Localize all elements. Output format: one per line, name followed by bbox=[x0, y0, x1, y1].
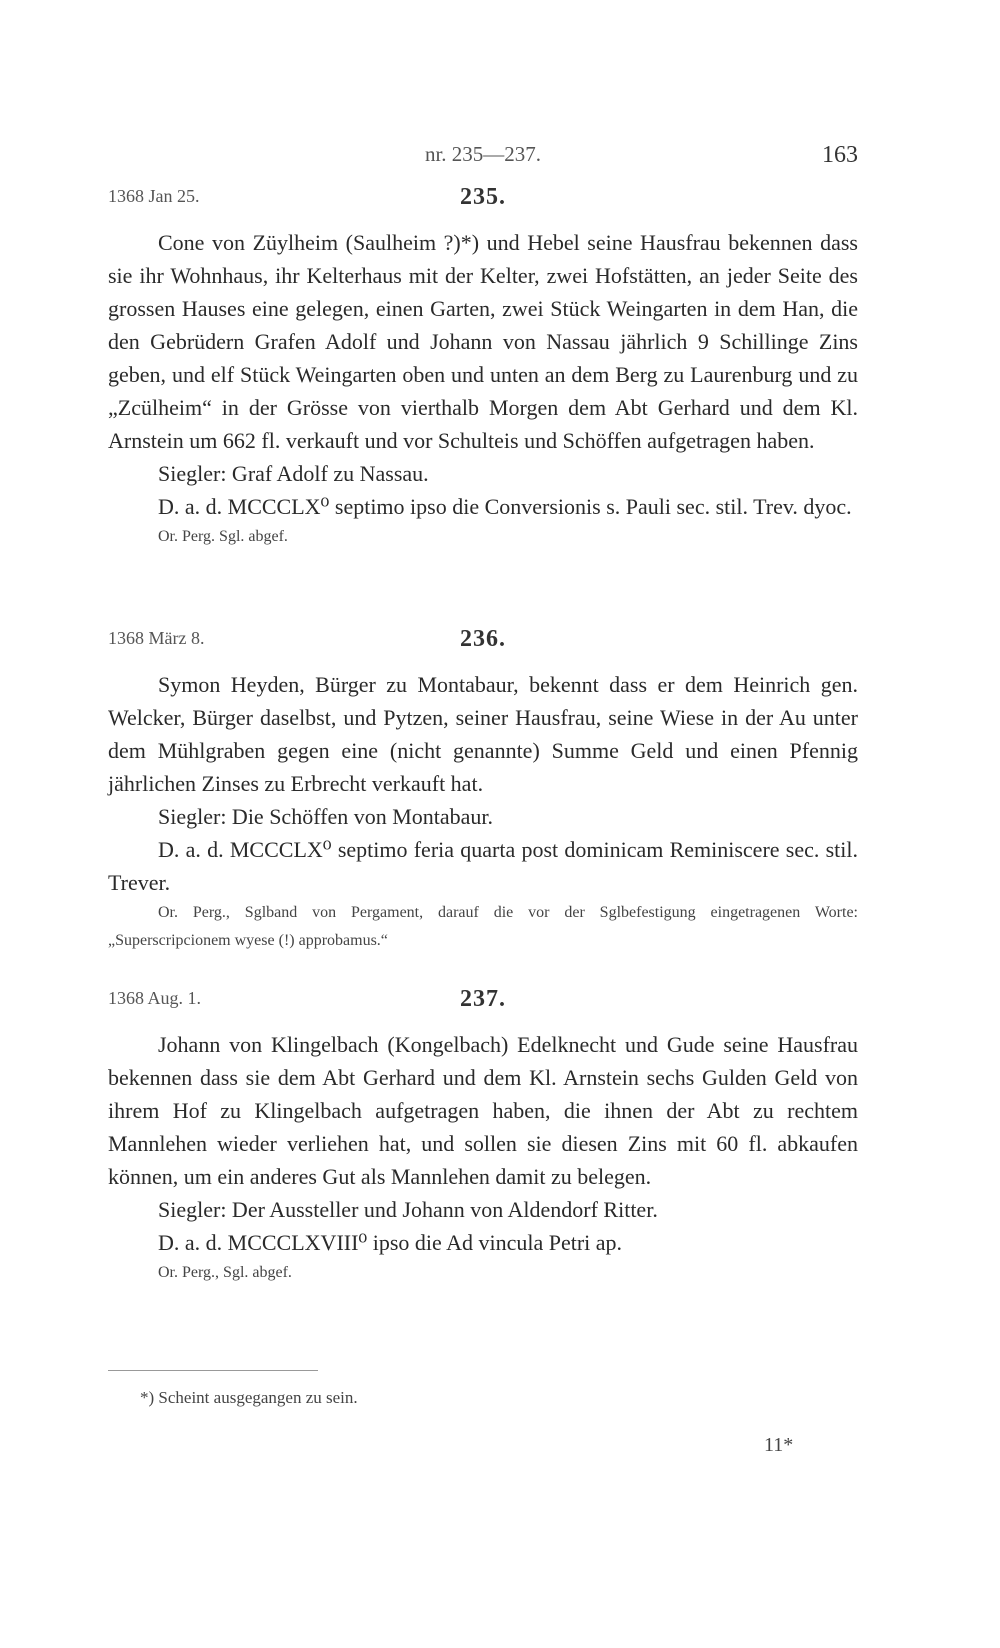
page-number: 163 bbox=[822, 142, 858, 168]
entry-date: 1368 März 8. bbox=[108, 628, 205, 648]
entry-number: 235. bbox=[460, 184, 506, 210]
entry-siegler: Siegler: Graf Adolf zu Nassau. bbox=[158, 461, 429, 486]
entry-number: 237. bbox=[460, 986, 506, 1012]
entry-date: 1368 Aug. 1. bbox=[108, 988, 202, 1008]
footnote: *) Scheint ausgegangen zu sein. bbox=[140, 1388, 358, 1407]
entry-text: Symon Heyden, Bürger zu Montabaur, bekennt dass er dem Heinrich gen. Welcker, Bürger daselbst, und Pytzen, seiner Hausfrau, seine Wiese in der Au unter dem Mühlgraben gegen eine (nicht genannte) Summe Geld und einen Pfennig jährlichen Zinses zu Erbrecht verkauft hat. bbox=[108, 672, 858, 796]
entry-note: Or. Perg. Sgl. abgef. bbox=[158, 528, 288, 545]
running-header bbox=[108, 142, 858, 172]
entry-date: 1368 Jan 25. bbox=[108, 186, 200, 206]
entry-dating: D. a. d. MCCCLX⁰ septimo feria quarta post dominicam Reminiscere sec. stil. Trever. bbox=[108, 837, 858, 895]
entry-dating: D. a. d. MCCCLXVIII⁰ ipso die Ad vincula Petri ap. bbox=[158, 1230, 623, 1255]
footnote-rule bbox=[108, 1370, 318, 1371]
entry-siegler: Siegler: Die Schöffen von Montabaur. bbox=[158, 804, 494, 829]
entry-note: Or. Perg., Sglband von Pergament, darauf die vor der Sglbefestigung eingetragenen Worte: „Superscripcionem wyese (!) approbamus.“ bbox=[108, 904, 858, 949]
entry-siegler: Siegler: Der Aussteller und Johann von Aldendorf Ritter. bbox=[158, 1197, 658, 1222]
signature-mark: 11* bbox=[764, 1434, 794, 1456]
entry-number: 236. bbox=[460, 626, 506, 652]
entry-body bbox=[108, 226, 858, 551]
entry-text: Cone von Züylheim (Saulheim ?)*) und Hebel seine Hausfrau bekennen dass sie ihr Wohnhaus, ihr Kelterhaus mit der Kelter, zwei Hofstätten, an jeder Seite des grossen Hauses eine gelegen, einen Garten, zwei Stück Weingarten in dem Han, die den Gebrüdern Grafen Adolf und Johann von Nassau jährlich 9 Schillinge Zins geben, und elf Stück Weingarten oben und unten an dem Berg zu Laurenburg und zu „Zcülheim“ in der Grösse von vierthalb Morgen dem Abt Gerhard und dem Kl. Arnstein um 662 fl. verkauft und vor Schulteis und Schöffen aufgetragen haben. bbox=[108, 230, 858, 453]
entry-body bbox=[108, 668, 858, 955]
entry-body bbox=[108, 1028, 858, 1287]
entry-text: Johann von Klingelbach (Kongelbach) Edelknecht und Gude seine Hausfrau bekennen dass sie dem Abt Gerhard und dem Kl. Arnstein sechs Gulden Geld von ihrem Hof zu Klingelbach aufgetragen haben, die ihnen der Abt zu rechtem Mannlehen wieder verliehen hat, und sollen sie diesen Zins mit 60 fl. abkaufen können, um ein anderes Gut als Mannlehen damit zu belegen. bbox=[108, 1032, 858, 1189]
entry-note: Or. Perg., Sgl. abgef. bbox=[158, 1264, 292, 1281]
entry-dating: D. a. d. MCCCLX⁰ septimo ipso die Conversionis s. Pauli sec. stil. Trev. dyoc. bbox=[158, 494, 852, 519]
header-range: nr. 235—237. bbox=[424, 142, 542, 166]
